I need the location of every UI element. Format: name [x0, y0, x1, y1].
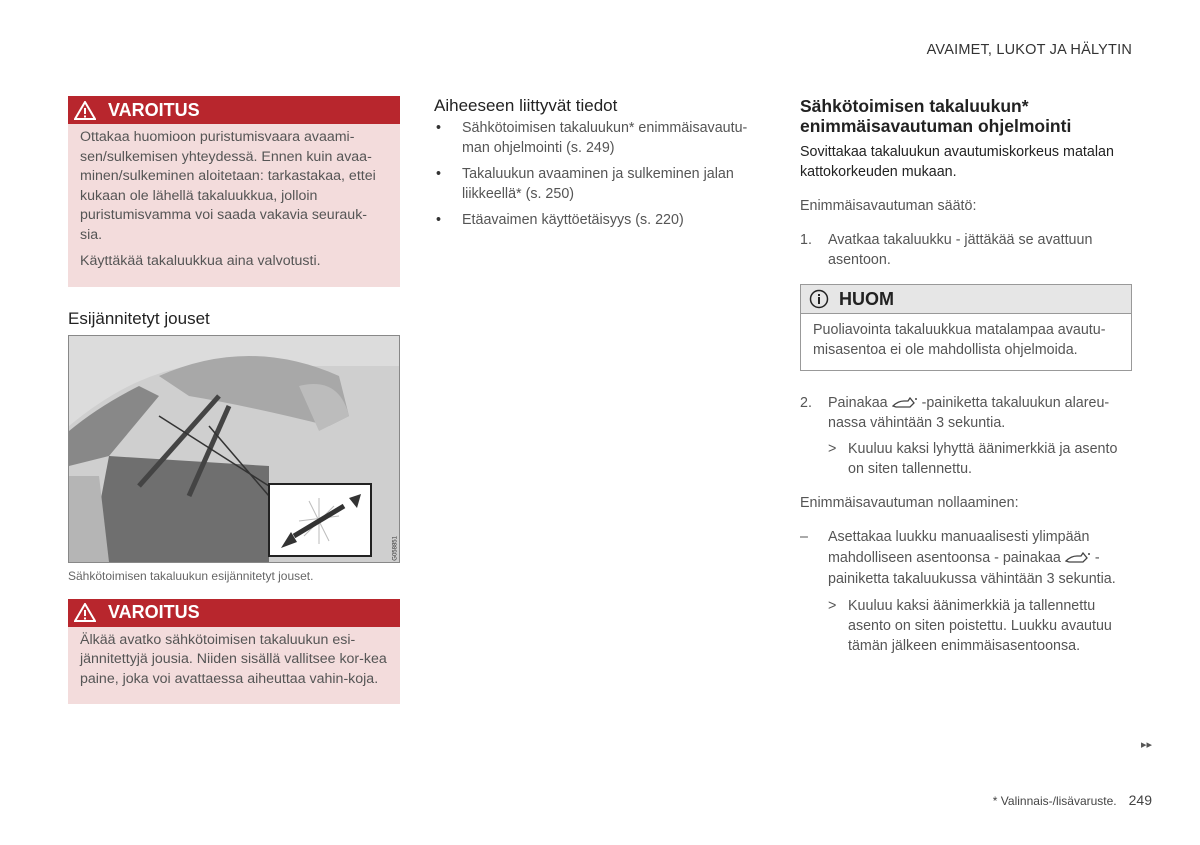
note-title: HUOM [839, 288, 894, 309]
step-1 [800, 230, 1132, 270]
related-link[interactable]: • Takaluukun avaaminen ja sulkeminen jalan liikkeellä* (s. 250) [434, 164, 764, 204]
page-title: Sähkötoimisen takaluukun* enimmäisavautuman ohjelmointi [800, 96, 1072, 136]
result-1: > Kuuluu kaksi lyhyttä äänimerkkiä ja asento on siten tallennettu. [828, 441, 1118, 477]
step-number: 1. [800, 232, 812, 248]
intro-text: Sovittakaa takaluukun avautumiskorkeus matalan kattokorkeuden mukaan. [800, 144, 1114, 180]
subheading: Enimmäisavautuman säätö: [800, 198, 977, 214]
reset-step: – Asettakaa luukku manuaalisesti ylimpään mahdolliseen asentoonsa - painakaa -painiketta takaluukussa vähintään 3 sekuntia. [800, 529, 1116, 587]
section-header: AVAIMET, LUKOT JA HÄLYTIN [926, 42, 1132, 58]
continue-arrows: ▸▸ [1140, 739, 1152, 751]
info-icon [809, 289, 829, 309]
warning-text: Älkää avatko sähkötoimisen takaluukun esi-jännitettyjä jousia. Niiden sisällä vallitsee kor-kea paine, joka voi avattaessa aiheuttaa vahin-koja. [80, 631, 387, 687]
tailgate-button-icon [1065, 552, 1091, 564]
figure-code: G058851 [393, 535, 399, 561]
tailgate-button-icon [892, 397, 918, 409]
warning-triangle-icon [74, 603, 96, 622]
related-links [434, 118, 764, 230]
figure-caption: Sähkötoimisen takaluukun esijännitetyt jouset. [68, 568, 314, 583]
note-text: Puoliavointa takaluukkua matalampaa avautu-misasentoa ei ole mahdollista ohjelmoida. [813, 322, 1106, 358]
step-text: Avatkaa takaluukku - jättäkää se avattuun asentoon. [828, 232, 1093, 268]
column-right [800, 96, 1132, 670]
footnote: * Valinnais-/lisävaruste. [992, 794, 1117, 808]
tailgate-springs-illustration [68, 335, 400, 563]
column-middle [434, 96, 764, 236]
warning-box [68, 96, 400, 287]
subheading: Enimmäisavautuman nollaaminen: [800, 495, 1019, 511]
note-box [800, 284, 1132, 371]
page-number: 249 [1128, 792, 1152, 808]
warning-text: Ottakaa huomioon puristumisvaara avaami-sen/sulkemisen yhteydessä. Ennen kuin avaa-minen/sulkeminen aloitetaan: tarkastakaa, ettei kukaan ole lähellä takaluukkua, jolloin puristumisvamma voi saada vakavia seurauk-sia. [80, 129, 376, 243]
step-number: 2. [800, 395, 812, 411]
related-link[interactable]: • Sähkötoimisen takaluukun* enimmäisavautu-man ohjelmointi (s. 249) [434, 118, 764, 158]
step-2: 2. Painakaa -painiketta takaluukun alareu-nassa vähintään 3 sekuntia. [800, 395, 1110, 431]
warning-triangle-icon [74, 101, 96, 120]
warning-title: VAROITUS [108, 602, 200, 622]
column-left [68, 96, 400, 726]
related-info-heading: Aiheeseen liittyvät tiedot [434, 96, 618, 115]
related-link[interactable]: • Etäavaimen käyttöetäisyys (s. 220) [434, 210, 764, 230]
section-heading: Esijännitetyt jouset [68, 308, 210, 328]
result-2: > Kuuluu kaksi äänimerkkiä ja tallennettu asento on siten poistettu. Luukku avautuu tämän jälkeen enimmäisasentoonsa. [828, 598, 1112, 654]
warning-title: VAROITUS [108, 99, 200, 120]
footer [993, 792, 1152, 808]
warning-box [68, 599, 400, 705]
warning-text: Käyttäkää takaluukkua aina valvotusti. [80, 253, 321, 269]
